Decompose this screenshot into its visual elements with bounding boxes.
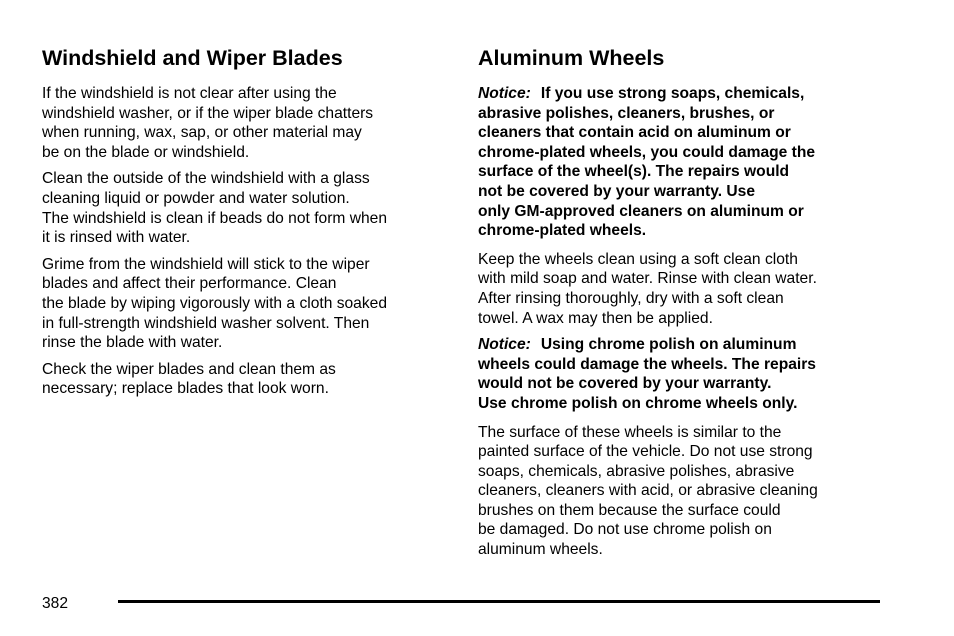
paragraph-wheels-surface: The surface of these wheels is similar to the painted surface of the vehicle. Do not use strong soaps, chemicals, abrasive polishes, abrasive cleaners, cleaners with acid, or abrasive cleaning brushes on them because the surface could be damaged. Do not use chrome polish on aluminum wheels. <box>478 423 818 559</box>
left-column <box>42 44 448 406</box>
notice-chrome-polish <box>478 335 878 413</box>
notice-label: Notice: <box>478 336 531 354</box>
notice-cleaners <box>478 84 878 241</box>
notice-cleaners-text: If you use strong soaps, chemicals, abrasive polishes, cleaners, brushes, or cleaners that contain acid on aluminum or chrome-plated wheels, you could damage the surface of the wheel(s). The repairs would not be covered by your warranty. Use only GM-approved cleaners on aluminum or chrome-plated wheels. <box>478 85 816 240</box>
section-title-aluminum-wheels: Aluminum Wheels <box>478 46 665 70</box>
paragraph-windshield-clean: Clean the outside of the windshield with a glass cleaning liquid or powder and water solution. The windshield is clean if beads do not form when it is rinsed with water. <box>42 170 387 247</box>
paragraph-windshield-intro: If the windshield is not clear after using the windshield washer, or if the wiper blade chatters when running, wax, sap, or other material may be on the blade or windshield. <box>42 85 374 161</box>
section-title-windshield: Windshield and Wiper Blades <box>42 46 343 70</box>
paragraph-wiper-check: Check the wiper blades and clean them as necessary; replace blades that look worn. <box>42 360 336 398</box>
paragraph-wiper-grime: Grime from the windshield will stick to the wiper blades and affect their performance. Clean the blade by wiping vigorously with a cloth soaked in full-strength windshield washer solvent. Then rinse the blade with water. <box>42 255 387 352</box>
notice-chrome-polish-text: Using chrome polish on aluminum wheels could damage the wheels. The repairs would not be covered by your warranty. Use chrome polish on chrome wheels only. <box>478 336 816 412</box>
right-column <box>478 44 878 567</box>
notice-label: Notice: <box>478 85 531 102</box>
footer-rule <box>118 600 880 603</box>
paragraph-wheels-clean: Keep the wheels clean using a soft clean cloth with mild soap and water. Rinse with clean water. After rinsing thoroughly, dry with a soft clean towel. A wax may then be applied. <box>478 250 817 327</box>
page-number: 382 <box>42 595 69 612</box>
